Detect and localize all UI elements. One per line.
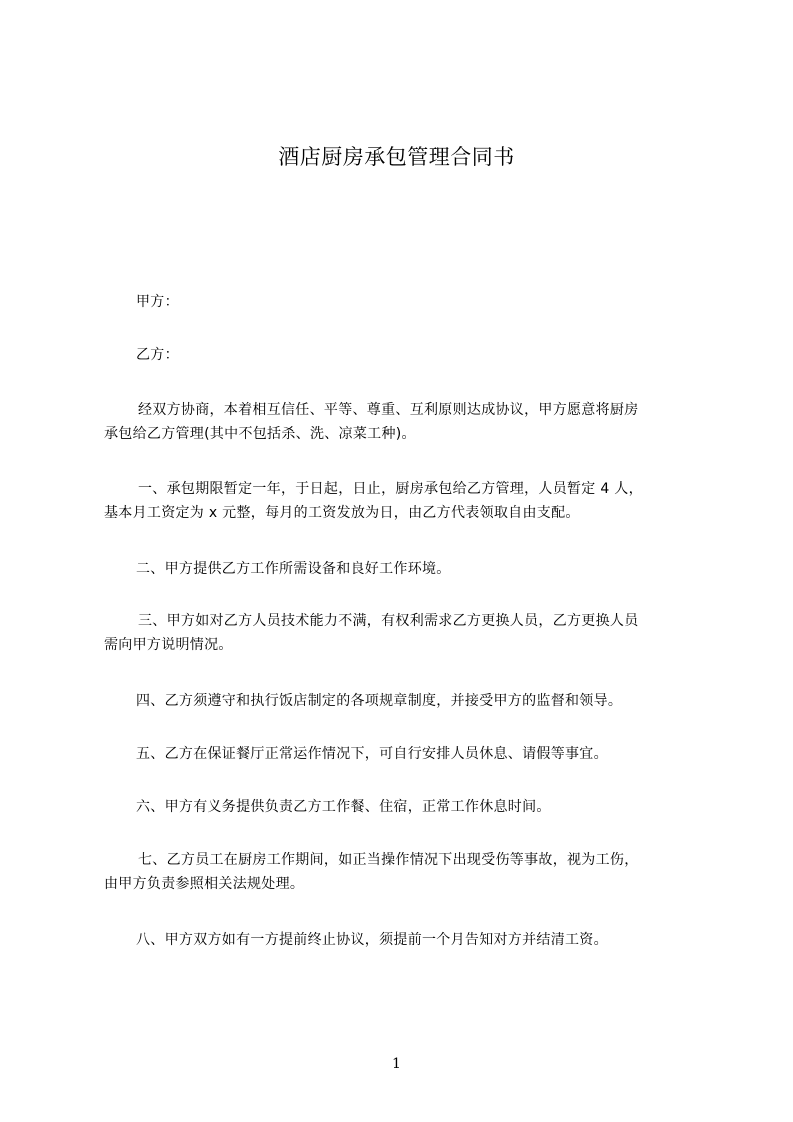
clause-1-line-2: 基本月工资定为 x 元整，每月的工资发放为日，由乙方代表领取自由支配。	[104, 505, 580, 521]
party-b-label: 乙方：	[136, 347, 179, 363]
clause-3-line-1: 三、甲方如对乙方人员技术能力不满，有权利需求乙方更换人员，乙方更换人员	[138, 613, 639, 629]
preamble-paragraph	[104, 398, 704, 446]
clause-8-paragraph: 八、甲方双方如有一方提前终止协议，须提前一个月告知对方并结清工资。	[136, 932, 608, 948]
document-title: 酒店厨房承包管理合同书	[278, 145, 515, 169]
party-a-label: 甲方：	[136, 294, 179, 310]
clause-5-paragraph: 五、乙方在保证餐厅正常运作情况下，可自行安排人员休息、请假等事宜。	[136, 746, 608, 762]
clause-2-paragraph: 二、甲方提供乙方工作所需设备和良好工作环境。	[136, 561, 451, 577]
preamble-line-2: 承包给乙方管理(其中不包括杀、洗、凉菜工种)。	[104, 426, 416, 442]
page-number: 1	[392, 1056, 401, 1072]
clause-3-paragraph	[104, 609, 704, 657]
clause-1-line-1: 一、承包期限暂定一年，于日起，日止，厨房承包给乙方管理，人员暂定 4 人，	[138, 481, 643, 497]
clause-6-paragraph: 六、甲方有义务提供负责乙方工作餐、住宿，正常工作休息时间。	[136, 799, 551, 815]
clause-1-paragraph	[104, 477, 704, 525]
clause-7-paragraph	[104, 848, 704, 896]
clause-4-paragraph: 四、乙方须遵守和执行饭店制定的各项规章制度，并接受甲方的监督和领导。	[136, 693, 623, 709]
clause-7-line-1: 七、乙方员工在厨房工作期间，如正当操作情况下出现受伤等事故，视为工伤，	[138, 852, 639, 868]
preamble-line-1: 经双方协商，本着相互信任、平等、尊重、互利原则达成协议，甲方愿意将厨房	[138, 402, 639, 418]
clause-7-line-2: 由甲方负责参照相关法规处理。	[104, 876, 305, 892]
clause-3-line-2: 需向甲方说明情况。	[104, 637, 233, 653]
